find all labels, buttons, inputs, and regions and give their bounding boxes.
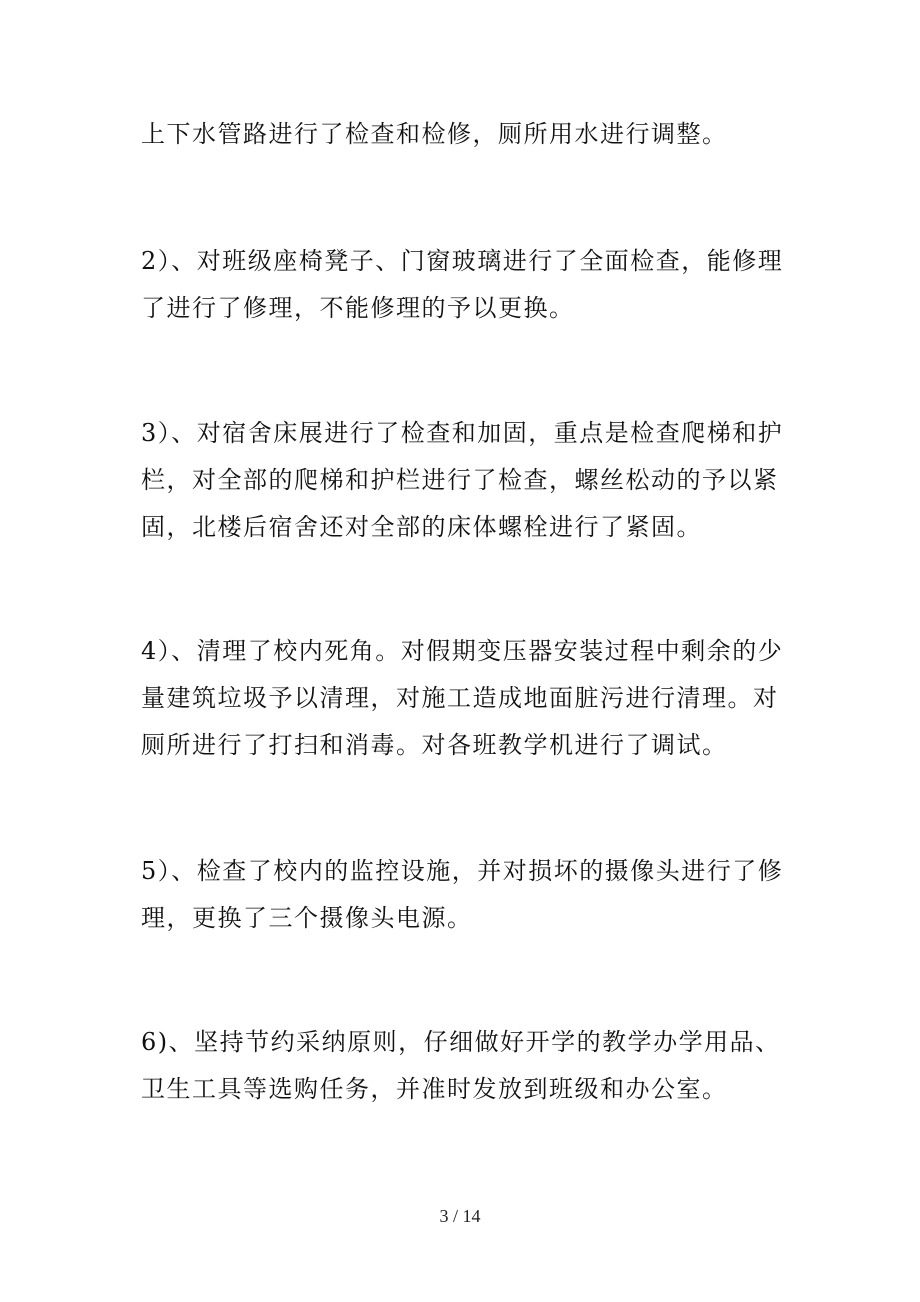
paragraph-1 [141,111,781,158]
text-line: 固，北楼后宿舍还对全部的床体螺栓进行了紧固。 [141,513,702,541]
page-number: 3 / 14 [439,1206,481,1226]
text-line: 了进行了修理，不能修理的予以更换。 [141,294,575,322]
text-line: 2）、对班级座椅凳子、门窗玻璃进行了全面检查，能修理 [141,247,784,275]
text-line: 量建筑垃圾予以清理，对施工造成地面脏污进行清理。对 [141,684,779,712]
text-line: 4）、清理了校内死角。对假期变压器安装过程中剩余的少 [141,637,784,665]
paragraph-5 [141,848,784,942]
paragraph-4 [141,628,784,769]
text-line: 6)、坚持节约采纳原则，仔细做好开学的教学办学用品、 [141,1028,781,1056]
text-line: 厕所进行了打扫和消毒。对各班教学机进行了调试。 [141,731,728,759]
text-line: 5）、检查了校内的监控设施，并对损坏的摄像头进行了修 [141,857,784,885]
text-line: 栏，对全部的爬梯和护栏进行了检查，螺丝松动的予以紧 [141,466,779,494]
text-line: 卫生工具等选购任务，并准时发放到班级和办公室。 [141,1075,728,1103]
paragraph-2 [141,238,784,332]
text-line: 理，更换了三个摄像头电源。 [141,904,473,932]
text-line: 上下水管路进行了检查和检修，厕所用水进行调整。 [141,120,728,148]
text-line: 3）、对宿舍床展进行了检查和加固，重点是检查爬梯和护 [141,419,784,447]
paragraph-3 [141,410,784,551]
paragraph-6 [141,1019,781,1113]
